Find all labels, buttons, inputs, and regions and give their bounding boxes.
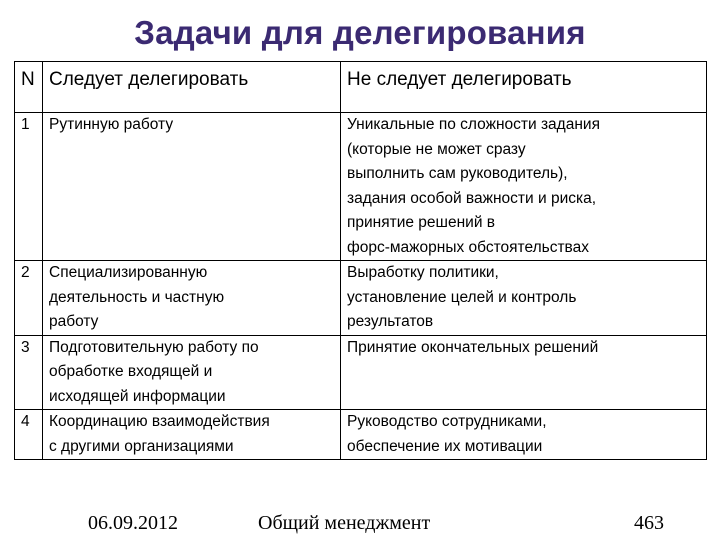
row-number: 3: [15, 335, 43, 410]
footer-subject: Общий менеджмент: [258, 512, 431, 534]
row-number: 2: [15, 261, 43, 336]
cell-text-line: с другими организациями: [49, 437, 234, 455]
cell-text-line: обеспечение их мотивации: [347, 437, 543, 455]
row-number: 4: [15, 410, 43, 460]
should-not-delegate-cell: [341, 335, 707, 410]
cell-text-line: Уникальные по сложности задания: [347, 116, 600, 133]
cell-text-line: задания особой важности и риска,: [347, 189, 597, 207]
cell-text-line: Рутинную работу: [49, 116, 174, 133]
table-header-row: [15, 62, 707, 113]
footer-page-number: 463: [634, 512, 664, 534]
should-delegate-cell: [43, 261, 341, 336]
delegation-table: [14, 61, 707, 460]
table-row: [15, 261, 707, 336]
cell-text-line: деятельность и частную: [49, 288, 225, 306]
cell-text-line: принятие решений в: [347, 214, 496, 231]
table-row: [15, 113, 707, 261]
header-number: N: [15, 62, 43, 113]
cell-text-line: форс-мажорных обстоятельствах: [347, 238, 589, 256]
table-row: [15, 335, 707, 410]
cell-text-line: исходящей информации: [49, 387, 226, 405]
cell-text-line: (которые не может сразу: [347, 140, 526, 158]
row-number: 1: [15, 113, 43, 261]
footer-date: 06.09.2012: [88, 512, 178, 534]
cell-text-line: обработке входящей и: [49, 363, 213, 380]
cell-text-line: Выработку политики,: [347, 264, 499, 281]
header-should-not-delegate: Не следует делегировать: [341, 62, 707, 113]
table-row: [15, 410, 707, 460]
should-not-delegate-cell: [341, 410, 707, 460]
cell-text-line: результатов: [347, 313, 434, 330]
slide-title: Задачи для делегирования: [134, 14, 586, 51]
should-not-delegate-cell: [341, 113, 707, 261]
cell-text-line: Специализированную: [49, 264, 208, 281]
should-not-delegate-cell: [341, 261, 707, 336]
cell-text-line: Принятие окончательных решений: [347, 338, 599, 356]
cell-text-line: Подготовительную работу по: [49, 338, 259, 356]
cell-text-line: Координацию взаимодействия: [49, 413, 270, 430]
cell-text-line: Руководство сотрудниками,: [347, 413, 547, 430]
should-delegate-cell: [43, 410, 341, 460]
header-should-delegate: Следует делегировать: [43, 62, 341, 113]
cell-text-line: установление целей и контроль: [347, 288, 577, 306]
should-delegate-cell: [43, 113, 341, 261]
cell-text-line: выполнить сам руководитель),: [347, 165, 568, 182]
should-delegate-cell: [43, 335, 341, 410]
cell-text-line: работу: [49, 313, 99, 330]
